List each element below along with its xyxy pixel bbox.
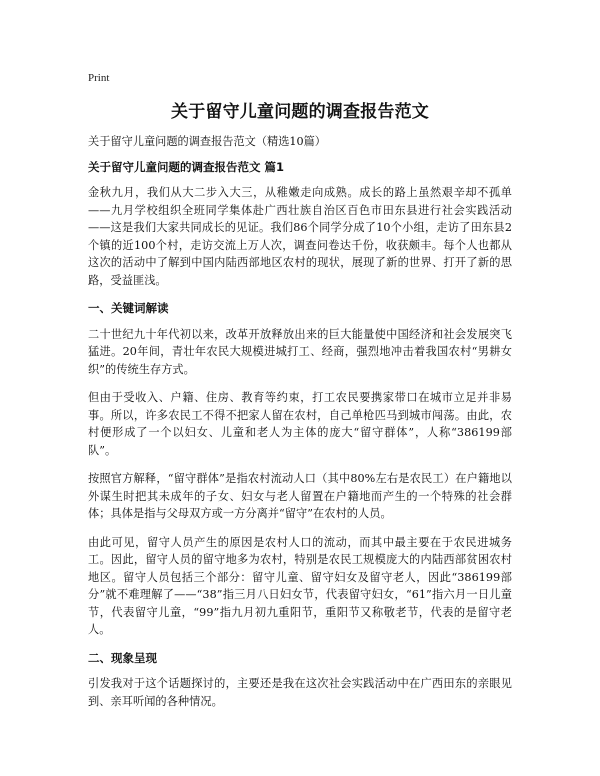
article-heading: 关于留守儿童问题的调查报告范文 篇1 bbox=[88, 159, 285, 174]
print-link[interactable]: Print bbox=[88, 72, 110, 84]
article-subtitle: 关于留守儿童问题的调查报告范文（精选10篇） bbox=[88, 135, 326, 148]
article-body bbox=[88, 133, 512, 721]
section-1-paragraph: 但由于受收入、户籍、住房、教育等约束，打工农民要携家带口在城市立足并非易事。所以，许多农民工不得不把家人留在农村，自己单枪匹马到城市闯荡。由此，农村便形成了一个以妇女、儿童和老人为主体的庞大“留守群体”，人称“386199部队”。 bbox=[88, 391, 512, 457]
intro-paragraph: 金秋九月，我们从大二步入大三，从稚嫩走向成熟。成长的路上虽然艰辛却不孤单——九月学校组织全班同学集体赴广西壮族自治区百色市田东县进行社会实践活动——这是我们大家共同成长的见证。我们86个同学分成了10个小组，走访了田东县2个镇的近100个村，走访交流上万人次，调查问卷达千份，收获颇丰。每个人也都从这次的活动中了解到中国内陆西部地区农村的现状，展现了新的世界、打开了新的思路，受益匪浅。 bbox=[88, 186, 512, 287]
section-1-paragraph: 由此可见，留守人员产生的原因是农村人口的流动，而其中最主要在于农民进城务工。因此，留守人员的留守地多为农村，特别是农民工规模庞大的内陆西部贫困农村地区。留守人员包括三个部分：留守儿童、留守妇女及留守老人，因此“386199部分”就不难理解了——“38”指三月八日妇女节，代表留守妇女，“61”指六月一日儿童节，代表留守儿童，“99”指九月初九重阳节，重阳节又称敬老节，代表的是留守老人。 bbox=[88, 535, 512, 636]
section-2-paragraph: 引发我对于这个话题探讨的，主要还是我在这次社会实践活动中在广西田东的亲眼见到、亲耳听闻的各种情况。 bbox=[88, 677, 512, 708]
section-2-heading: 二、现象呈现 bbox=[88, 650, 157, 665]
section-1-paragraph: 二十世纪九十年代初以来，改革开放释放出来的巨大能量使中国经济和社会发展突飞猛进。20年间，青壮年农民大规模进城打工、经商，强烈地冲击着我国农村“男耕女织”的传统生存方式。 bbox=[88, 327, 512, 376]
section-1-paragraph: 按照官方解释，“留守群体”是指农村流动人口（其中80%左右是农民工）在户籍地以外谋生时把其未成年的子女、妇女与老人留置在户籍地而产生的一个特殊的社会群体；具体是指与父母双方或一方分离并“留守”在农村的人员。 bbox=[88, 472, 512, 520]
section-1-heading: 一、关键词解读 bbox=[88, 301, 169, 315]
page-title: 关于留守儿童问题的调查报告范文 bbox=[171, 102, 429, 122]
